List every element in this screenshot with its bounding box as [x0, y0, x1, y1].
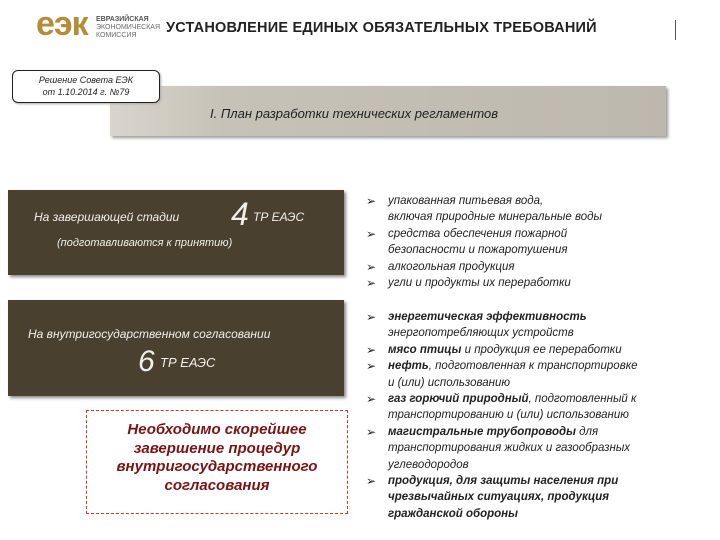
- urgent-line: внутригосударственного: [116, 458, 318, 475]
- list-item-rest: и продукция ее переработки: [461, 343, 622, 356]
- list-item: [366, 259, 706, 275]
- list-item-rest: для: [575, 425, 599, 438]
- section-title: I. План разработки технических регламентов: [210, 106, 499, 121]
- list-item-cont: транспортирования жидких и газообразных: [388, 442, 631, 455]
- arrow-bullet-icon: ➢: [366, 424, 377, 439]
- list-item-text: угли и продукты их переработки: [388, 277, 571, 290]
- list-item-rest: , подготовленная к транспортировке: [428, 360, 638, 373]
- list-item-bold: мясо птицы: [388, 343, 462, 356]
- domestic-list: [366, 309, 716, 522]
- list-item: [366, 391, 716, 424]
- list-item-bold: газ горючий природный: [388, 393, 529, 406]
- list-item-text: алкогольная продукция: [388, 260, 515, 273]
- arrow-bullet-icon: ➢: [366, 392, 377, 407]
- final-stage-sub: (подготавливаются к принятию): [57, 237, 233, 249]
- list-item-bold: энергетическая эффективность: [388, 311, 587, 323]
- domestic-count: 6: [138, 345, 155, 378]
- list-item: [366, 275, 706, 291]
- final-stage-box: [8, 190, 344, 275]
- arrow-bullet-icon: ➢: [366, 359, 377, 374]
- list-item-cont: энергопотребляющих устройств: [388, 327, 574, 340]
- list-item: [366, 309, 716, 342]
- list-item-bold: магистральные трубопроводы: [388, 425, 576, 438]
- urgent-note: [86, 410, 348, 514]
- arrow-bullet-icon: ➢: [366, 226, 377, 241]
- arrow-bullet-icon: ➢: [366, 310, 377, 324]
- urgent-line: согласования: [164, 476, 270, 494]
- urgent-line: Необходимо скорейшее: [127, 421, 307, 438]
- list-item-cont: включая природные минеральные воды: [388, 211, 602, 224]
- final-stage-unit: ТР ЕАЭС: [253, 210, 305, 224]
- list-item: [366, 424, 716, 473]
- list-item: [366, 193, 706, 226]
- logo-line: КОМИССИЯ: [96, 32, 137, 39]
- final-stage-count: 4: [231, 196, 249, 232]
- logo-line: ЕВРАЗИЙСКАЯ: [96, 16, 149, 23]
- list-item-cont: чрезвычайных ситуациях, продукция: [388, 491, 610, 504]
- list-item-bold: нефть: [388, 360, 429, 373]
- domestic-unit: ТР ЕАЭС: [160, 355, 216, 370]
- urgent-line: завершение процедур: [133, 439, 301, 457]
- arrow-bullet-icon: ➢: [366, 474, 377, 489]
- final-stage-label: На завершающей стадии: [34, 210, 180, 224]
- arrow-bullet-icon: ➢: [366, 342, 377, 357]
- list-item-text: средства обеспечения пожарной: [388, 227, 568, 240]
- list-item-rest: , подготовленный к: [528, 393, 637, 406]
- list-item-text: упакованная питьевая вода,: [388, 195, 544, 207]
- list-item-cont: транспортированию и (или) использованию: [388, 409, 629, 422]
- list-item: [366, 473, 716, 522]
- arrow-bullet-icon: ➢: [366, 194, 377, 208]
- header-divider: [675, 20, 676, 40]
- decision-box: [12, 70, 160, 103]
- domestic-box: [8, 300, 344, 396]
- list-item: [366, 358, 716, 391]
- list-item-cont: безопасности и пожаротушения: [388, 244, 568, 257]
- list-item-cont: гражданской обороны: [388, 507, 518, 520]
- logo-mark: еэк: [36, 5, 88, 43]
- logo-line: ЭКОНОМИЧЕСКАЯ: [96, 24, 161, 31]
- list-item-cont: углеводородов: [388, 458, 469, 471]
- decision-line: Решение Совета ЕЭК: [38, 75, 134, 85]
- list-item: [366, 226, 706, 259]
- arrow-bullet-icon: ➢: [366, 276, 377, 291]
- arrow-bullet-icon: ➢: [366, 259, 377, 274]
- list-item: [366, 342, 716, 358]
- decision-line: от 1.10.2014 г. №79: [42, 87, 130, 97]
- logo-text: [96, 16, 166, 40]
- page-title: УСТАНОВЛЕНИЕ ЕДИНЫХ ОБЯЗАТЕЛЬНЫХ ТРЕБОВАНИЙ: [166, 20, 597, 36]
- final-stage-list: [366, 193, 706, 291]
- domestic-label: На внутригосударственном согласовании: [28, 327, 271, 341]
- list-item-cont: и (или) использованию: [388, 376, 511, 389]
- list-item-bold: продукция, для защиты населения при: [388, 475, 619, 488]
